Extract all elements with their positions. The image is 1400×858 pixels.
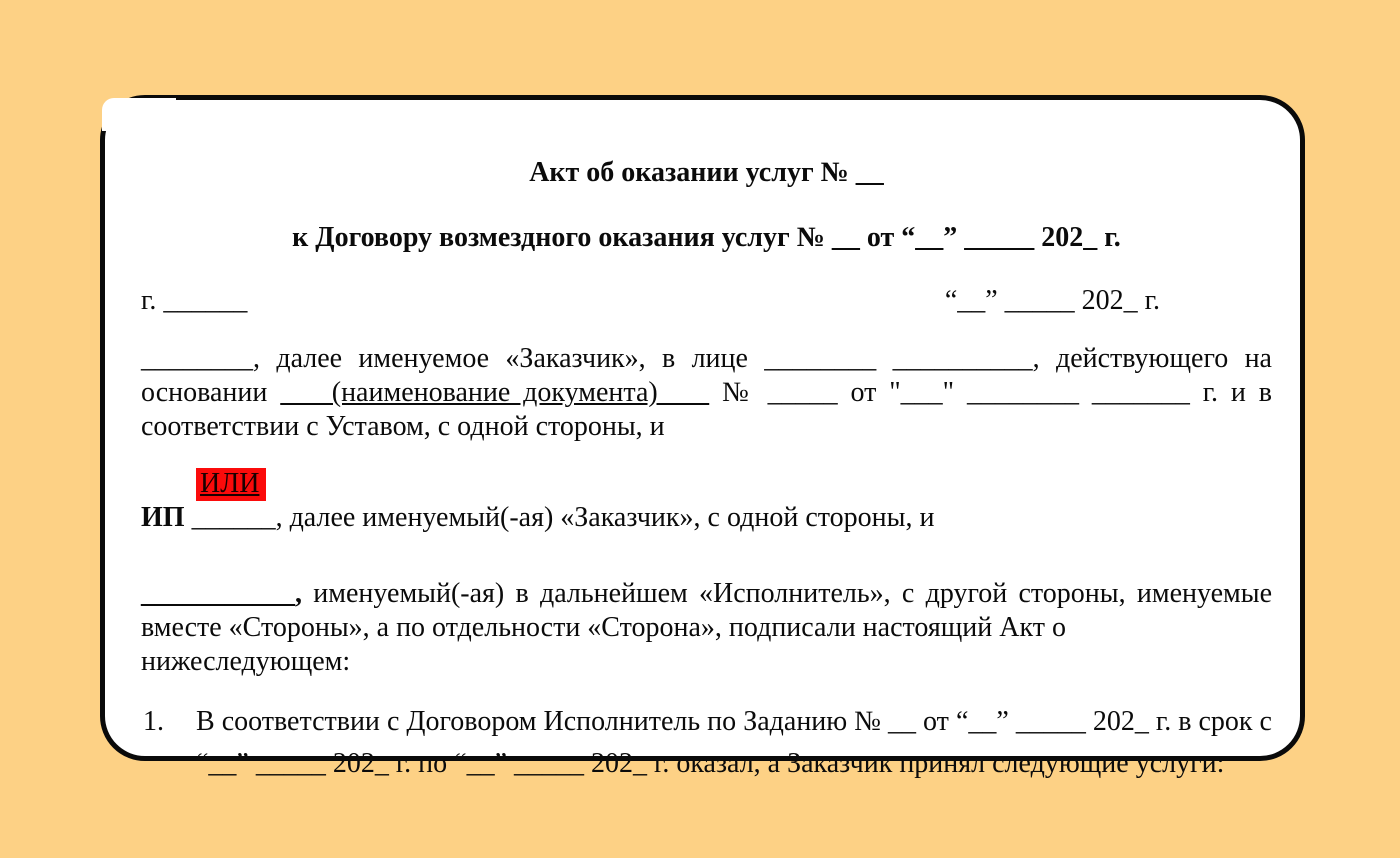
document-body [105,100,1300,779]
item-1-line1: В соответствии с Договором Исполнитель по Заданию № __ от “__” _____ 202_ г. в срок с [196,706,1272,737]
document-subtitle: к Договору возмездного оказания услуг № __ от “__” _____ 202_ г. [292,222,1121,253]
or-row [141,467,1272,501]
document-title: Акт об оказании услуг № __ [529,157,884,188]
customer-org-line3: соответствии с Уставом, с одной стороны, и [141,411,665,442]
customer-org-line2 [141,376,1272,410]
contractor-line1-rest: именуемый(-ая) в дальнейшем «Исполнитель», с другой стороны, именуемые [302,578,1272,609]
document-card [100,95,1305,779]
paragraph-customer-ip [141,501,1272,535]
date-blank: “__” _____ 202_ г. [944,285,1160,316]
contractor-line1 [141,577,1272,611]
paragraph-customer-org [141,342,1272,444]
customer-org-line2-pre: основании [141,377,268,408]
numbered-list [141,701,1272,785]
ip-lead-bold: ИП [141,502,185,533]
document-name-underlined-blank: (наименование документа) [280,377,710,408]
contractor-line2: вместе «Стороны», а по отдельности «Сторона», подписали настоящий Акт о нижеследующем: [141,612,1066,677]
paragraph-contractor [141,577,1272,679]
customer-org-line2-post: № _____ от "___" ________ _______ г. и в [722,377,1273,408]
item-1-line2: “__” _____ 202_ г. по “__” _____ 202_ г. оказал, а Заказчик принял следующие услуги: [196,748,1225,779]
item-1-number: 1. [143,706,164,737]
ip-rest: ______, далее именуемый(-ая) «Заказчик», с одной стороны, и [184,502,935,533]
city-blank: г. ______ [141,285,248,316]
customer-org-line1: ________, далее именуемое «Заказчик», в лице ________ __________, действующего на [141,343,1272,374]
list-item-1 [141,701,1272,785]
city-date-row [141,284,1272,318]
contractor-blank-bold: ___________, [141,578,302,609]
or-highlight-label: ИЛИ [196,468,266,501]
